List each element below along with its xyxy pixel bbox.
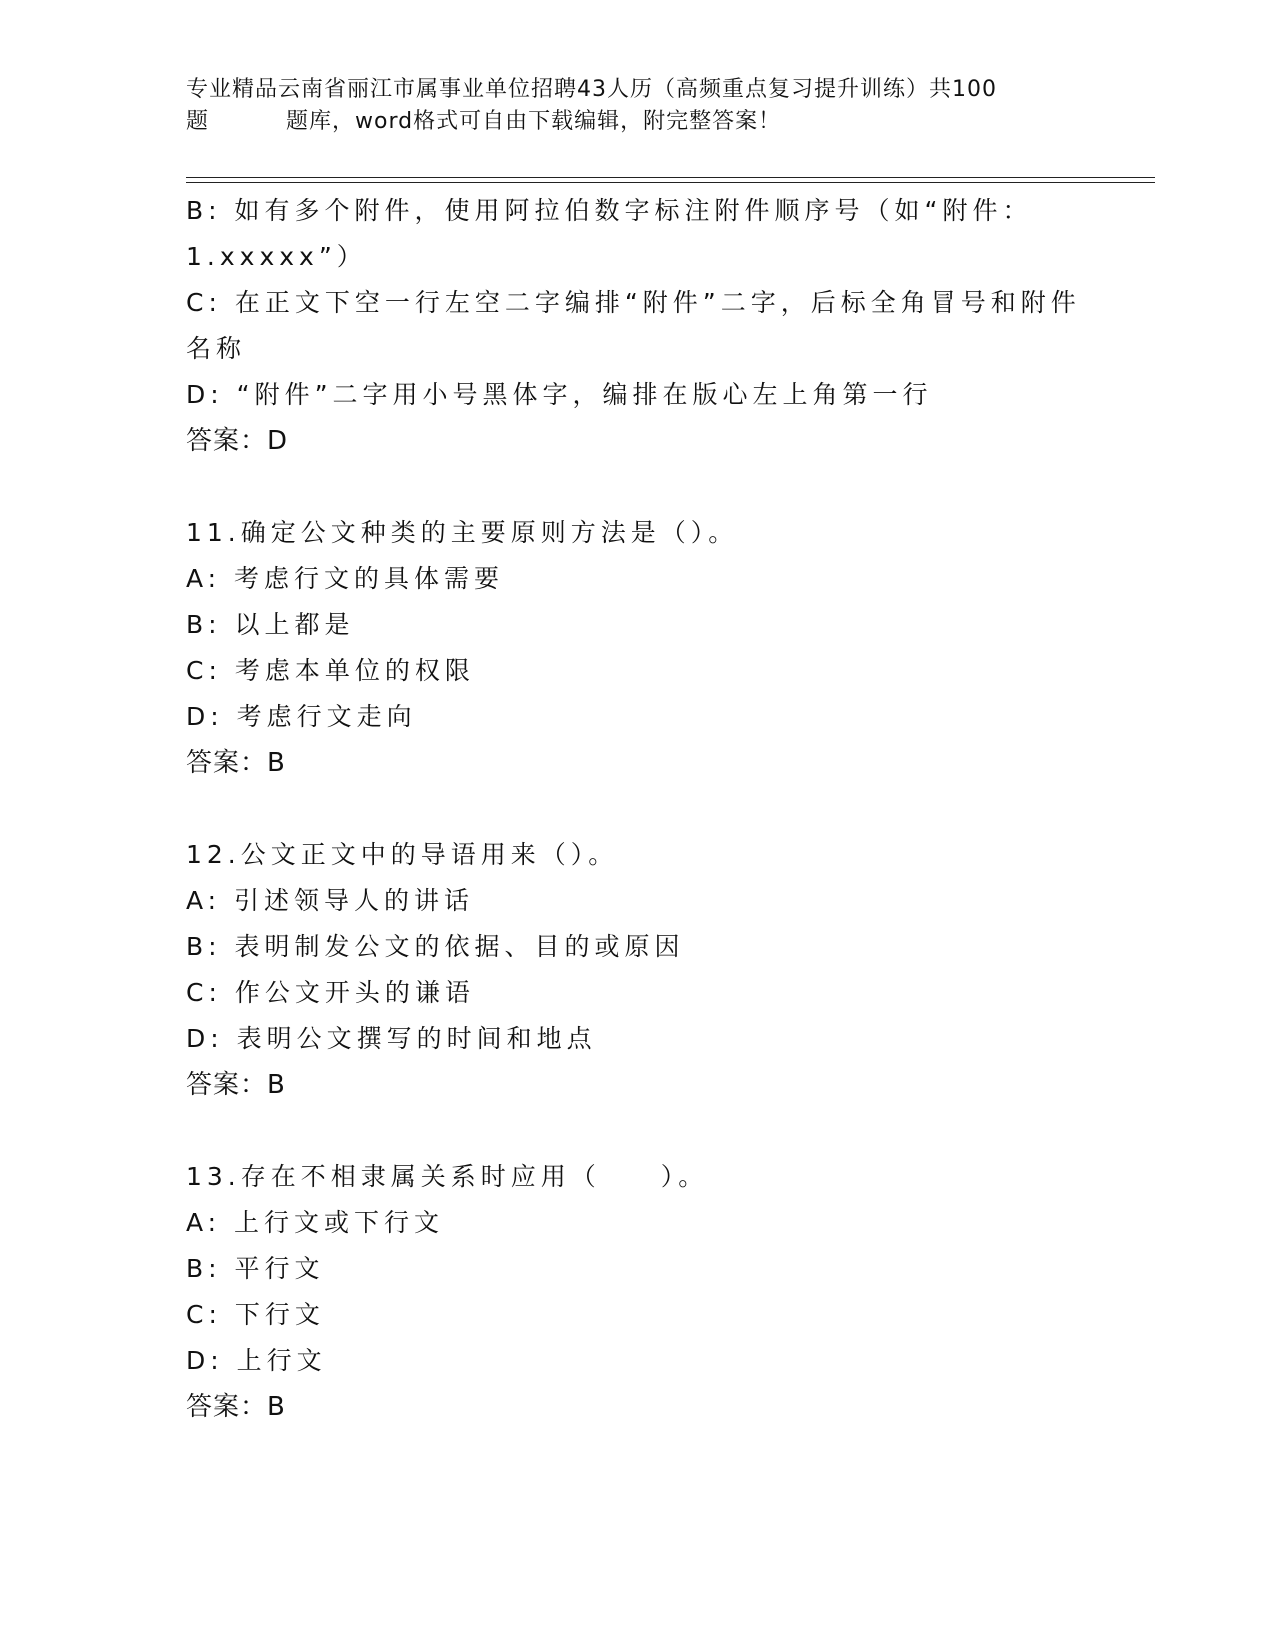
option-c: C: 考虑本单位的权限 <box>186 656 475 685</box>
option-c: C: 下行文 <box>186 1300 325 1329</box>
answer: 答案：D <box>186 426 289 456</box>
header-title-line1: 专业精品云南省丽江市属事业单位招聘43人历（高频重点复习提升训练）共100 <box>186 77 997 102</box>
question-12 <box>186 832 1086 1108</box>
document-header <box>186 74 1086 138</box>
document-body <box>186 188 1086 1430</box>
answer: 答案：B <box>186 1392 286 1422</box>
option-b-line2: 1.xxxxx”） <box>186 242 367 271</box>
option-d: D: 上行文 <box>186 1346 327 1375</box>
option-b: B: 平行文 <box>186 1254 325 1283</box>
option-c-line1: C: 在正文下空一行左空二字编排“附件”二字，后标全角冒号和附件 <box>186 288 1081 317</box>
header-line2-left: 题 <box>186 109 210 134</box>
option-d: D: 考虑行文走向 <box>186 702 417 731</box>
answer: 答案：B <box>186 1070 286 1100</box>
option-d: D: 表明公文撰写的时间和地点 <box>186 1024 597 1053</box>
question-stem: 11.确定公文种类的主要原则方法是（）。 <box>186 518 739 547</box>
question-stem: 12.公文正文中的导语用来（）。 <box>186 840 619 869</box>
header-title-line2 <box>186 106 1086 138</box>
option-c: C: 作公文开头的谦语 <box>186 978 475 1007</box>
option-d: D: “附件”二字用小号黑体字，编排在版心左上角第一行 <box>186 380 933 409</box>
option-c-line2: 名称 <box>186 334 247 363</box>
header-line2-right: 题库，word格式可自由下载编辑，附完整答案！ <box>286 109 782 134</box>
option-b-line1: B: 如有多个附件，使用阿拉伯数字标注附件顺序号（如“附件： <box>186 196 1033 225</box>
option-a: A: 上行文或下行文 <box>186 1208 445 1237</box>
header-divider-top <box>186 177 1155 178</box>
option-a: A: 考虑行文的具体需要 <box>186 564 505 593</box>
question-13 <box>186 1154 1086 1430</box>
question-10-continued <box>186 188 1086 464</box>
answer: 答案：B <box>186 748 286 778</box>
option-a: A: 引述领导人的讲话 <box>186 886 475 915</box>
option-b: B: 以上都是 <box>186 610 355 639</box>
header-divider-bottom <box>186 182 1155 183</box>
question-stem: 13.存在不相隶属关系时应用（ ）。 <box>186 1162 709 1191</box>
question-11 <box>186 510 1086 786</box>
option-b: B: 表明制发公文的依据、目的或原因 <box>186 932 685 961</box>
